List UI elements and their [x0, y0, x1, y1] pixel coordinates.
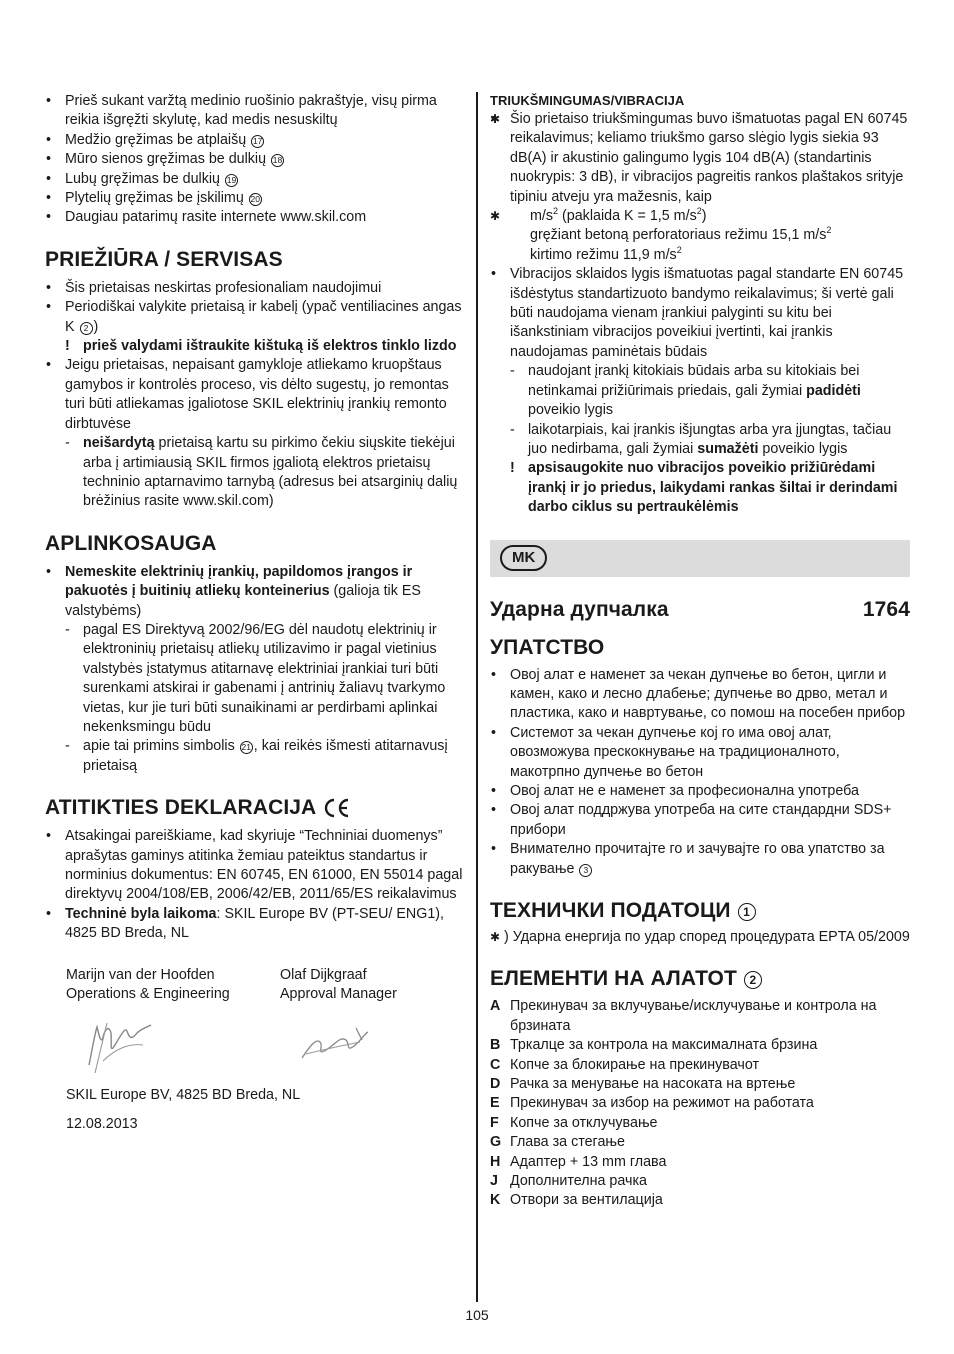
- list-item: A Прекинувач за вклучување/исклучување и контрола на брзината: [490, 998, 877, 1034]
- company-address: SKIL Europe BV, 4825 BD Breda, NL: [66, 1087, 301, 1104]
- tips-list: [45, 92, 465, 228]
- sub-item: - neišardytą prietaisą kartu su pirkimo čekiu siųskite tiekėjui arba į artimiausią SKIL firmos įgaliotą elektros prietaisų techninio aptarnavimo tarnybą (adresus bei atsarginių dalių brėžinius rasite www.skil.com): [45, 434, 465, 512]
- warning-item: ! apsisaugokite nuo vibracijos poveikio prižiūrėdami įrankį ir jo priedus, laikydami rankas šiltai ir derindami darbo ciklus su pertraukėlėmis: [490, 459, 910, 517]
- list-item: • Plytelių gręžimas be įskilimų 20: [45, 189, 465, 208]
- noise-list: [490, 110, 910, 518]
- asterisk-icon: [510, 227, 530, 243]
- sub-item: - naudojant įrankį kitokiais būdais arba su kitokiais bei netinkamai prižiūrimais priedais, gali žymiai padidėti poveikio lygis: [490, 362, 910, 420]
- list-item: • Jeigu prietaisas, nepaisant gamykloje atliekamo kruopštaus gamybos ir kontrolės proceso, vis dėlto sugestų, jo remontas turi būti atliekamas įgaliotose SKIL elektrinių įrankių remonto dirbtuvėse: [45, 356, 465, 434]
- vibration-value: ✱ kirtimo režimu 11,9 $m/s^2$: [510, 246, 910, 265]
- list-item: • Системот за чекан дупчење кој го има овој алат, овозможува прескокнување на традиционалното, макотрпно дупчење во бетон: [490, 724, 910, 782]
- instructions-heading: УПАТСТВО: [490, 635, 605, 659]
- list-item: • Mūro sienos gręžimas be dulkių 18: [45, 150, 465, 169]
- list-item: • Daugiau patarimų rasite internete www.skil.com: [45, 208, 465, 227]
- product-title: Ударна дупчалка: [490, 597, 669, 621]
- sub-item: - laikotarpiais, kai įrankis išjungtas arba yra įjungtas, tačiau juo nedirbama, gali žymiai sumažėti poveikio lygis: [490, 421, 910, 460]
- list-item: B Тркалце за контрола на максималната брзина: [490, 1037, 818, 1054]
- figure-ref: 21: [241, 742, 251, 753]
- list-item: D Рачка за менување на насоката на вртење: [490, 1076, 796, 1093]
- maintenance-list: [45, 279, 465, 512]
- figure-ref: 1: [738, 903, 756, 921]
- list-item: • Овој алат поддржува употреба на сите стандардни SDS+ прибори: [490, 801, 910, 840]
- signature-image: [81, 1015, 161, 1075]
- column-divider: [476, 92, 478, 1302]
- right-column: [490, 92, 910, 1211]
- list-item: • Prieš sukant varžtą medinio ruošinio pakraštyje, visų pirma reikia išgręžti skylutę, kad medis nesuskiltų: [45, 92, 465, 131]
- list-item: • Atsakingai pareiškiame, kad skyriuje “Techniniai duomenys” aprašytas gaminys atitinka žemiau pateiktus standartus ir norminius dokumentus: EN 60745, EN 61000, EN 55014 pagal direktyvų 2004/108/EB, 2006/42/EB, 2011/65/ES reikalavimus: [45, 827, 465, 905]
- environment-heading: APLINKOSAUGA: [45, 531, 217, 555]
- list-item: • Овој алат е наменет за чекан дупчење во бетон, цигли и камен, како и лесно длабење; дупчење во дрво, метал и пластика, како и навртување, со помош на посебен прибор: [490, 666, 910, 724]
- list-item: • Vibracijos sklaidos lygis išmatuotas pagal standarte EN 60745 išdėstytus standartizuoto bandymo reikalavimus; ši vertė gali būti naudojama vienam įrankiui palyginti su kitu bei išankstiniam vibracijos poveikiui įvertinti, kai įrankis naudojamas paminėtais būdais: [490, 265, 910, 362]
- elements-list: [490, 997, 910, 1210]
- figure-ref: 17: [252, 135, 263, 146]
- signature-image: [296, 1020, 376, 1070]
- tech-data-heading: ТЕХНИЧКИ ПОДАТОЦИ 1: [490, 898, 910, 924]
- declaration-list: [45, 827, 465, 943]
- list-item: J Дополнителна рачка: [490, 1173, 647, 1190]
- figure-ref: 2: [744, 971, 762, 989]
- signatory: Marijn van der Hoofden Operations & Engineering: [66, 966, 230, 1003]
- list-item: • Periodiškai valykite prietaisą ir kabelį (ypač ventiliacines angas K 2 ): [45, 298, 465, 337]
- declaration-heading: ATITIKTIES DEKLARACIJA: [45, 795, 465, 821]
- vibration-value: ✱ gręžiant betoną perforatoriaus režimu 15,1 $m/s^2$: [510, 226, 910, 245]
- figure-ref: 3: [579, 864, 592, 877]
- ce-mark-icon: [322, 797, 352, 819]
- asterisk-icon: [510, 247, 530, 263]
- figure-ref: 20: [250, 194, 260, 205]
- figure-ref: 18: [272, 155, 283, 166]
- instructions-list: [490, 666, 910, 879]
- list-item: F Копче за отклучување: [490, 1114, 658, 1131]
- list-item: • Овој алат не е наменет за професионална употреба: [490, 782, 910, 801]
- language-badge: MK: [500, 545, 547, 571]
- declaration-date: 12.08.2013: [66, 1115, 138, 1132]
- asterisk-icon: [510, 208, 530, 224]
- page-number: 105: [465, 1307, 489, 1323]
- vibration-value: ✱ $m/s^2$ (paklaida K = 1,5 $m/s^2$): [490, 207, 910, 226]
- list-item: • Nemeskite elektrinių įrankių, papildomos įrangos ir pakuotės į buitinių atliekų konteinerius (galioja tik ES valstybėms): [45, 563, 465, 621]
- list-item: H Адаптер + 13 mm глава: [490, 1153, 667, 1170]
- language-bar: [490, 540, 910, 577]
- list-item: G Глава за стегање: [490, 1134, 625, 1151]
- list-item: • Techninė byla laikoma: SKIL Europe BV (PT-SEU/ ENG1), 4825 BD Breda, NL: [45, 905, 465, 944]
- list-item: • Šis prietaisas neskirtas profesionaliam naudojimui: [45, 279, 465, 298]
- maintenance-heading: PRIEŽIŪRA / SERVISAS: [45, 247, 283, 271]
- list-item: • Lubų gręžimas be dulkių 19: [45, 170, 465, 189]
- left-column: [45, 92, 465, 1134]
- list-item: E Прекинувач за избор на режимот на работата: [490, 1095, 814, 1112]
- list-item: • Medžio gręžimas be atplaišų 17: [45, 131, 465, 150]
- sub-item: - pagal ES Direktyvą 2002/96/EG dėl naudotų elektrinių ir elektroninių prietaisų atliekų utilizavimo ir pagal vietinius valstybės įstatymus atitarnavę elektriniai įrankiai turi būti surenkami atskirai ir gabenami į antrinių žaliavų tvarkymo vietas, kur jie turi būti sunaikinami ar perdirbami aplinkai nekenksmingu būdu: [45, 621, 465, 737]
- tech-note: ✱ ) Ударна енергија по удар според процедурата EPTA 05/2009: [490, 928, 910, 947]
- elements-heading: ЕЛЕМЕНТИ НА АЛАТОТ 2: [490, 966, 910, 992]
- product-model: 1764: [862, 597, 910, 621]
- noise-heading: TRIUKŠMINGUMAS/VIBRACIJA: [490, 93, 685, 108]
- figure-ref: 19: [226, 174, 237, 185]
- signatory: Olaf Dijkgraaf Approval Manager: [280, 966, 397, 1003]
- sub-item: - apie tai primins simbolis 21 , kai reikės išmesti atitarnavusį prietaisą: [45, 737, 465, 776]
- environment-list: [45, 563, 465, 776]
- list-item: • Šio prietaiso triukšmingumas buvo išmatuotas pagal EN 60745 reikalavimus; keliamo triukšmo garso slėgio lygis siekia 93 dB(A) ir akustinio galingumo lygis 104 dB(A) (standartinis nuokrypis: 3 dB), ir vibracijos pagreitis rankos plaštakos srityje tipiniu atveju yra mažesnis, kaip ✱ $m/s^2$ (paklaida K = 1,5 $m/s^2$) ✱ gręžiant betoną perforatoriaus režimu 15,1 $m/s^2$ ✱ kirtimo režimu 11,9 $m/s^2$: [490, 110, 910, 265]
- signatories: [45, 966, 465, 1005]
- list-item: K Отвори за вентилација: [490, 1192, 663, 1209]
- product-title-row: [490, 597, 910, 623]
- list-item: • Внимателно прочитајте го и зачувајте го ова упатство за ракување 3: [490, 840, 910, 879]
- list-item: C Копче за блокирање на прекинувачот: [490, 1056, 760, 1073]
- warning-item: ! prieš valydami ištraukite kištuką iš elektros tinklo lizdo: [45, 337, 465, 356]
- signature-row: [45, 1004, 465, 1086]
- figure-ref: 2: [80, 322, 93, 335]
